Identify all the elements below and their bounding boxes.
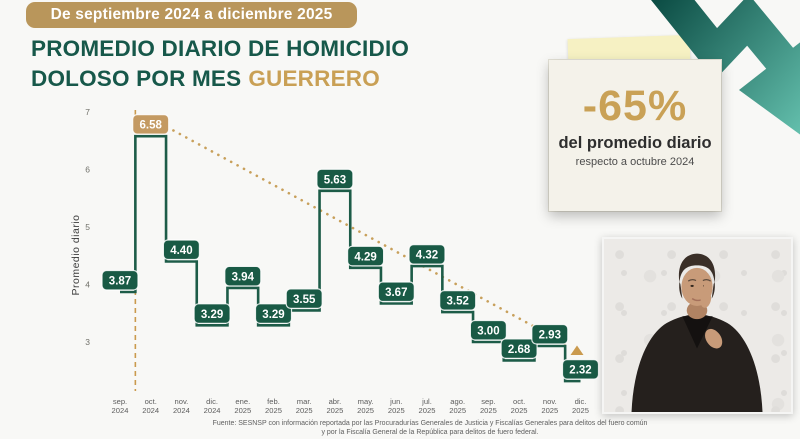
svg-text:2025: 2025 — [572, 406, 589, 415]
stat-subcaption: respecto a octubre 2024 — [575, 156, 695, 168]
title-line-1: PROMEDIO DIARIO DE HOMICIDIO — [31, 36, 410, 61]
svg-text:5.63: 5.63 — [323, 174, 347, 187]
svg-text:4.29: 4.29 — [354, 251, 377, 264]
svg-text:4.32: 4.32 — [415, 249, 439, 262]
svg-text:2.68: 2.68 — [507, 343, 531, 356]
svg-text:2.32: 2.32 — [569, 364, 592, 377]
svg-text:4.40: 4.40 — [170, 245, 193, 257]
svg-text:sep.: sep. — [481, 397, 496, 406]
svg-text:3.00: 3.00 — [477, 325, 500, 338]
svg-text:oct.: oct. — [512, 397, 526, 406]
svg-text:mar.: mar. — [296, 397, 312, 406]
svg-text:2024: 2024 — [172, 406, 190, 415]
svg-text:2025: 2025 — [449, 406, 467, 415]
interpreter-figure — [604, 239, 791, 412]
svg-text:3.52: 3.52 — [446, 295, 469, 308]
svg-text:2025: 2025 — [479, 406, 497, 415]
svg-text:Promedio diario: Promedio diario — [70, 214, 82, 296]
svg-text:6.58: 6.58 — [139, 119, 162, 132]
svg-text:3.87: 3.87 — [108, 275, 132, 288]
svg-text:jun.: jun. — [390, 397, 403, 406]
svg-text:jul.: jul. — [422, 397, 432, 406]
svg-text:nov.: nov. — [174, 397, 189, 406]
svg-text:3.94: 3.94 — [231, 271, 254, 284]
stat-value: -65% — [582, 82, 688, 130]
svg-text:ago.: ago. — [450, 397, 466, 406]
svg-text:7: 7 — [85, 107, 90, 117]
svg-text:sep.: sep. — [112, 397, 128, 406]
svg-text:2025: 2025 — [265, 406, 282, 415]
svg-text:2025: 2025 — [418, 406, 436, 415]
source-line-1: Fuente: SESNSP con información reportada por las Procuradurías Generales de Justicia y Fiscalías Generales para delitos del fuero común — [212, 420, 648, 427]
svg-text:2025: 2025 — [510, 406, 528, 415]
svg-text:dic.: dic. — [206, 397, 219, 406]
svg-text:dic.: dic. — [574, 397, 587, 406]
svg-text:2025: 2025 — [234, 406, 252, 415]
date-range-banner: De septiembre 2024 a diciembre 2025 — [26, 2, 357, 28]
stat-caption: del promedio diario — [558, 134, 712, 152]
svg-text:feb.: feb. — [267, 397, 280, 406]
svg-text:abr.: abr. — [328, 397, 342, 406]
svg-text:6: 6 — [85, 164, 90, 175]
svg-text:2025: 2025 — [541, 406, 559, 415]
svg-text:2024: 2024 — [142, 406, 160, 415]
svg-text:2025: 2025 — [357, 406, 375, 415]
title-highlight-state: GUERRERO — [248, 66, 380, 91]
source-note — [150, 419, 710, 437]
svg-text:4: 4 — [85, 279, 90, 290]
svg-text:3.29: 3.29 — [200, 308, 224, 321]
step-chart — [55, 98, 605, 418]
svg-text:5: 5 — [85, 222, 90, 232]
sign-language-interpreter-video — [602, 237, 793, 414]
svg-text:3.55: 3.55 — [293, 293, 316, 306]
svg-text:3.67: 3.67 — [385, 286, 408, 299]
stat-card — [549, 60, 721, 211]
svg-text:2024: 2024 — [111, 406, 129, 415]
svg-text:2025: 2025 — [387, 406, 405, 415]
svg-text:2025: 2025 — [326, 406, 344, 415]
source-line-2: y por la Fiscalía General de la República para delitos de fuero federal. — [321, 429, 539, 437]
svg-text:nov.: nov. — [542, 397, 557, 406]
svg-text:2.93: 2.93 — [538, 329, 561, 342]
svg-text:3: 3 — [85, 337, 90, 347]
svg-text:oct.: oct. — [144, 397, 157, 406]
svg-text:may.: may. — [357, 397, 374, 406]
svg-text:2024: 2024 — [203, 406, 221, 415]
title-line-2: DOLOSO POR MES — [31, 66, 242, 91]
svg-text:3.29: 3.29 — [262, 308, 285, 321]
svg-text:2025: 2025 — [295, 406, 313, 415]
page-title — [31, 34, 409, 94]
svg-text:ene.: ene. — [235, 397, 251, 406]
